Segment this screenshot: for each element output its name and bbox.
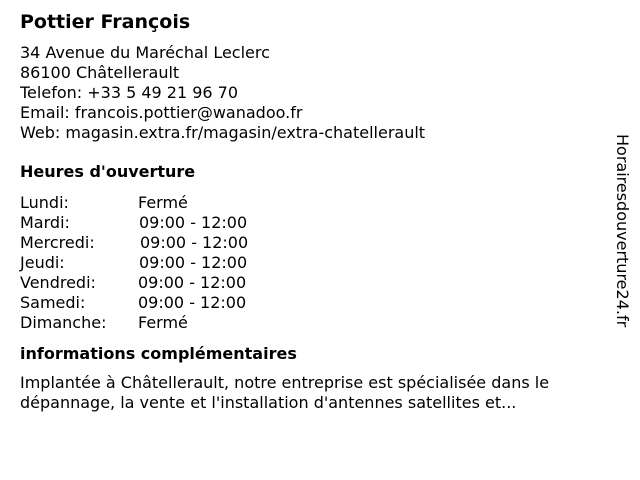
hours-row-friday [20, 273, 610, 293]
web-line: Web: magasin.extra.fr/magasin/extra-chatellerault [20, 123, 426, 142]
business-card [20, 10, 610, 413]
day-label: Jeudi: [20, 253, 65, 272]
hours-value: 09:00 - 12:00 [138, 273, 247, 292]
address-line-1: 34 Avenue du Maréchal Leclerc [20, 43, 270, 62]
hours-row-saturday [20, 293, 610, 313]
day-label: Mercredi: [20, 233, 95, 252]
hours-value: 09:00 - 12:00 [139, 213, 248, 232]
info-heading: informations complémentaires [20, 344, 297, 363]
hours-row-sunday [20, 313, 610, 333]
hours-value: 09:00 - 12:00 [138, 293, 247, 312]
hours-heading: Heures d'ouverture [20, 162, 196, 181]
hours-table [20, 193, 610, 333]
business-name: Pottier François [20, 11, 191, 33]
address-line-2: 86100 Châtellerault [20, 63, 180, 82]
day-label: Vendredi: [20, 273, 96, 292]
hours-row-wednesday [20, 233, 610, 253]
hours-value: Fermé [138, 313, 188, 332]
day-label: Samedi: [20, 293, 86, 312]
phone-line: Telefon: +33 5 49 21 96 70 [20, 83, 239, 102]
day-label: Lundi: [20, 193, 69, 212]
day-label: Mardi: [20, 213, 70, 232]
hours-row-thursday [20, 253, 610, 273]
site-watermark: Horairesdouverture24.fr [613, 134, 632, 328]
hours-value: 09:00 - 12:00 [140, 233, 249, 252]
email-line: Email: francois.pottier@wanadoo.fr [20, 103, 303, 122]
hours-value: Fermé [138, 193, 188, 212]
hours-row-tuesday [20, 213, 610, 233]
hours-value: 09:00 - 12:00 [139, 253, 248, 272]
day-label: Dimanche: [20, 313, 107, 332]
hours-row-monday [20, 193, 610, 213]
info-description: Implantée à Châtellerault, notre entreprise est spécialisée dans le dépannage, la vente et l'installation d'antennes satellites et... [20, 373, 550, 412]
